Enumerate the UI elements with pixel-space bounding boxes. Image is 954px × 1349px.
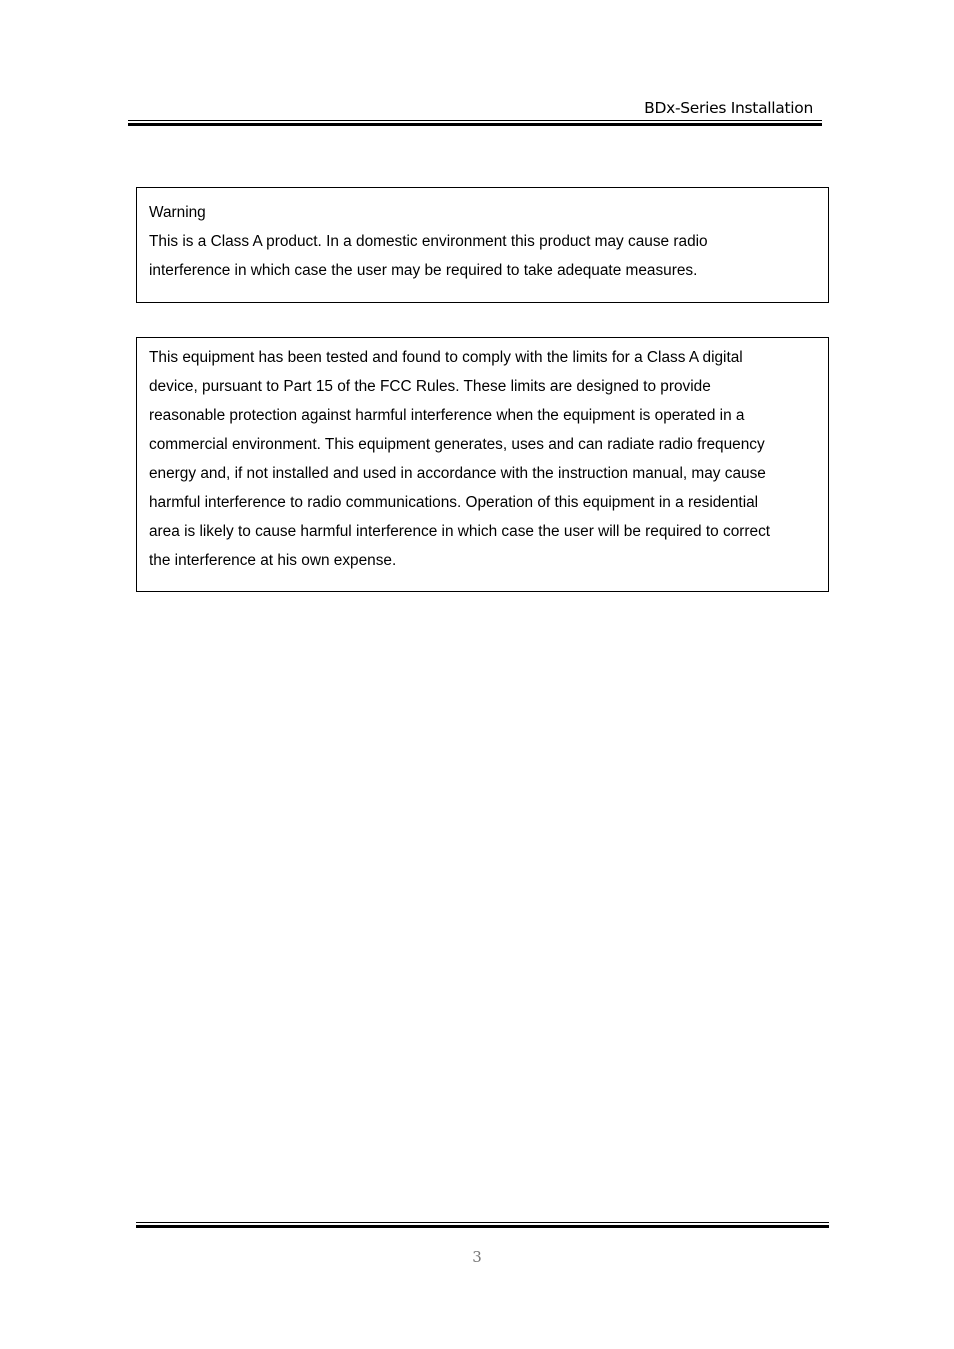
fcc-text-line: commercial environment. This equipment generates, uses and can radiate radio frequency bbox=[149, 436, 765, 453]
page-number: 3 bbox=[472, 1248, 482, 1266]
header-rule-thin bbox=[128, 120, 822, 121]
fcc-notice-box bbox=[136, 337, 829, 592]
fcc-text-line: harmful interference to radio communications. Operation of this equipment in a residential bbox=[149, 494, 759, 511]
footer-rule-thin bbox=[136, 1222, 829, 1223]
warning-heading: Warning bbox=[149, 204, 206, 221]
fcc-text-line: This equipment has been tested and found to comply with the limits for a Class A digital bbox=[149, 349, 743, 366]
warning-text-line: interference in which case the user may be required to take adequate measures. bbox=[149, 262, 698, 279]
warning-box bbox=[136, 187, 829, 303]
header-title: BDx-Series Installation bbox=[644, 99, 813, 117]
fcc-text-line: area is likely to cause harmful interference in which case the user will be required to correct bbox=[149, 523, 771, 540]
header-rule-thick bbox=[128, 123, 822, 126]
fcc-text-line: device, pursuant to Part 15 of the FCC Rules. These limits are designed to provide bbox=[149, 378, 711, 395]
fcc-text-line: the interference at his own expense. bbox=[149, 552, 397, 569]
warning-text-line: This is a Class A product. In a domestic environment this product may cause radio bbox=[149, 233, 708, 250]
fcc-text-line: energy and, if not installed and used in accordance with the instruction manual, may cause bbox=[149, 465, 766, 482]
footer-rule-thick bbox=[136, 1225, 829, 1228]
fcc-text-line: reasonable protection against harmful interference when the equipment is operated in a bbox=[149, 407, 745, 424]
